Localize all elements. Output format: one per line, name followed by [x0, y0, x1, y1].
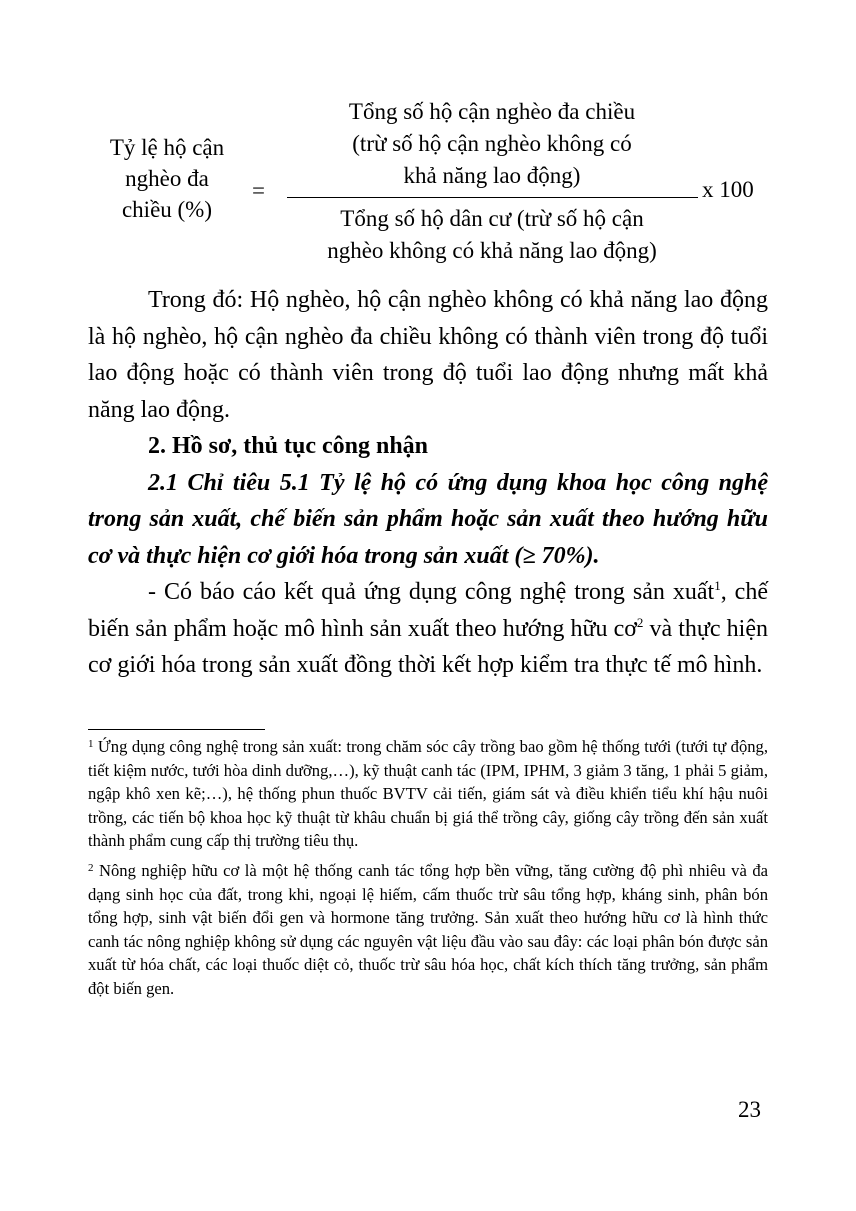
formula-left-line: chiều (%) [121, 197, 213, 222]
formula-left-line: Tỷ lệ hộ cận [109, 135, 225, 160]
formula-numerator-line: (trừ số hộ cận nghèo không có [352, 131, 632, 156]
formula-multiplier: x 100 [702, 177, 754, 202]
requirement-text-part: , chế biến sản phẩm hoặc mô hình sản xuất theo hướng hữu cơ [88, 579, 768, 642]
footnote-reference[interactable]: 1 [714, 578, 721, 593]
formula-left-line: nghèo đa [125, 166, 209, 191]
footnotes [88, 735, 768, 1007]
footnote-reference[interactable]: 2 [636, 614, 644, 630]
footnote [88, 859, 768, 1001]
fraction-bar [287, 197, 698, 198]
criteria-heading: 2.1 Chỉ tiêu 5.1 Tỷ lệ hộ có ứng dụng khoa học công nghệ trong sản xuất, chế biến sản phẩm hoặc sản xuất theo hướng hữu cơ và thực hiện cơ giới hóa trong sản xuất (≥ 70%). [88, 469, 768, 569]
requirement-text-part: và thực hiện cơ giới hóa trong sản xuất đồng thời kết hợp kiểm tra thực tế mô hình. [88, 615, 768, 678]
footnote-text: Ứng dụng công nghệ trong sản xuất: trong chăm sóc cây trồng bao gồm hệ thống tưới (tưới tự động, tiết kiệm nước, tưới hòa dinh dưỡng,…), kỹ thuật canh tác (IPM, IPHM, 3 giảm 3 tăng, 1 phải 5 giảm, ngập khô xen kẽ;…), hệ thống phun thuốc BVTV cải tiến, giám sát và điều khiển tiểu khí hậu nuôi trồng, các tiến bộ khoa học kỹ thuật từ khâu chuẩn bị giá thể trồng cây, giống cây trồng đến sản xuất thành phẩm cung cấp thị trường tiêu thụ. [88, 737, 768, 851]
footnote-separator [88, 729, 265, 730]
footnote [88, 735, 768, 853]
requirement-text-part: - Có báo cáo kết quả ứng dụng công nghệ trong sản xuất [148, 579, 715, 605]
footnote-text: Nông nghiệp hữu cơ là một hệ thống canh tác tổng hợp bền vững, tăng cường độ phì nhiêu và đa dạng sinh học của đất, trong khi, ngoại lệ hiếm, cấm thuốc trừ sâu tổng hợp, kháng sinh, phân bón tổng hợp, sinh vật biến đổi gen và hormone tăng trưởng. Sản xuất theo hướng hữu cơ là hình thức canh tác nông nghiệp không sử dụng các nguyên vật liệu đầu vào sau đây: các loại phân bón được sản xuất từ hóa chất, các loại thuốc diệt cỏ, thuốc trừ sâu hóa học, chất kích thích tăng trưởng, sản phẩm đột biến gen. [88, 860, 768, 998]
footnote-marker: 1 [88, 738, 94, 750]
definition-paragraph: Trong đó: Hộ nghèo, hộ cận nghèo không có khả năng lao động là hộ nghèo, hộ cận nghèo đa chiều không có thành viên trong độ tuổi lao động hoặc có thành viên trong độ tuổi lao động nhưng mất khả năng lao động. [88, 287, 768, 423]
formula-equals-sign: = [252, 178, 265, 203]
formula-numerator [282, 96, 702, 192]
formula-numerator-line: khả năng lao động) [403, 163, 581, 188]
formula-denominator [282, 203, 702, 267]
body-text [88, 282, 768, 684]
formula-denominator-line: Tổng số hộ dân cư (trừ số hộ cận [340, 206, 644, 231]
requirement-paragraph [88, 574, 768, 684]
section-heading: 2. Hồ sơ, thủ tục công nhận [148, 433, 429, 459]
formula-denominator-line: nghèo không có khả năng lao động) [327, 238, 657, 263]
formula-numerator-line: Tổng số hộ cận nghèo đa chiều [348, 99, 636, 124]
formula-left-label [82, 132, 252, 225]
footnote-marker: 2 [88, 861, 94, 874]
page-number: 23 [738, 1097, 761, 1122]
